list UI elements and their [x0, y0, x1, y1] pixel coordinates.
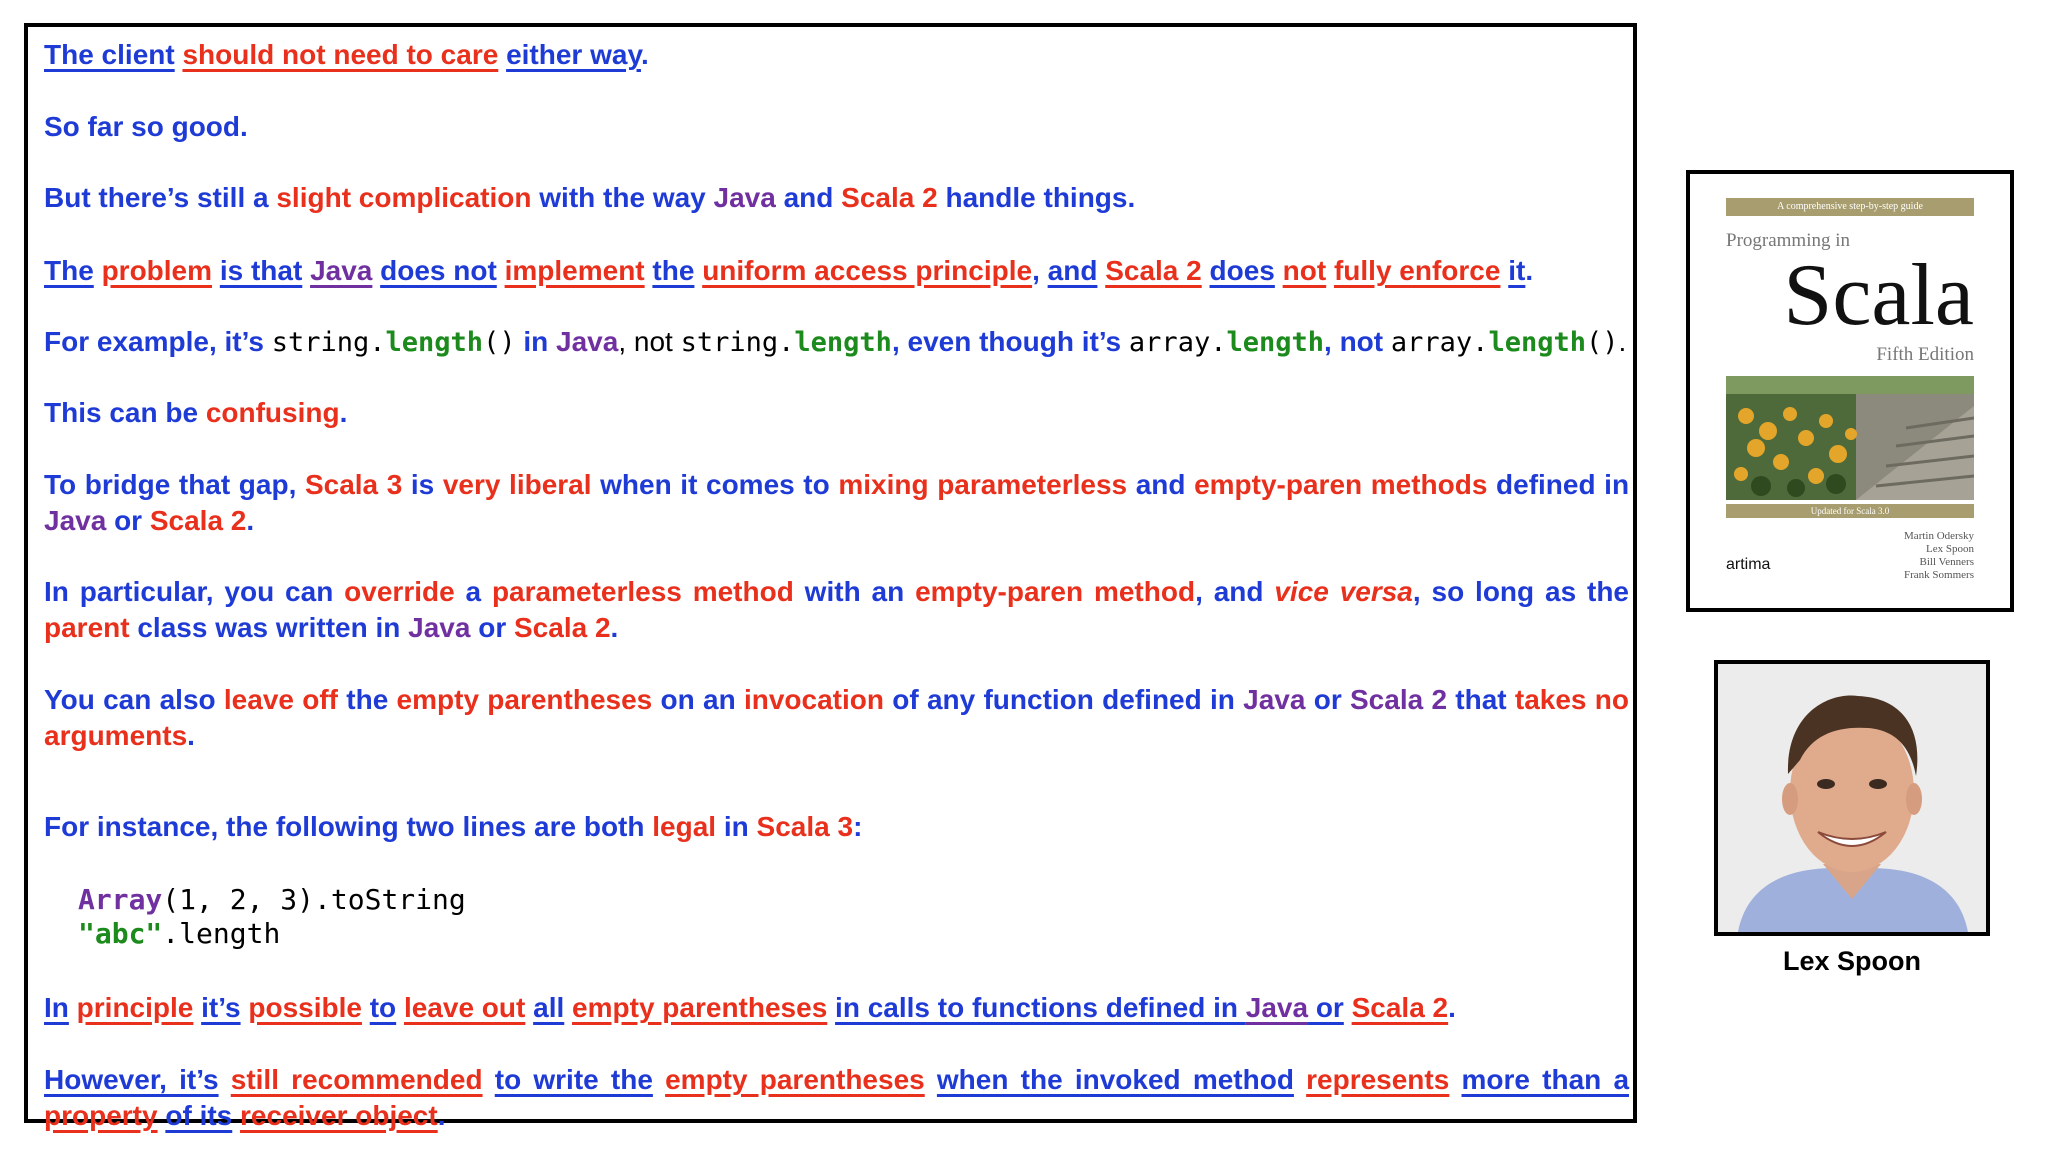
text-span: implement	[504, 255, 645, 286]
text-span: .	[437, 1100, 446, 1131]
text-span: with the way	[531, 182, 714, 213]
text-span: more than a	[1461, 1064, 1630, 1095]
text-span	[362, 992, 370, 1023]
text-span: length	[1488, 327, 1586, 358]
text-span: when it comes to	[591, 469, 839, 500]
text-span: For instance, the following two lines are both	[44, 811, 653, 842]
code-token: .length	[162, 917, 281, 950]
text-span: Java	[44, 505, 107, 536]
text-span: that	[1447, 684, 1515, 715]
book-title: Scala	[1783, 247, 1974, 344]
book-updated-band: Updated for Scala 3.0	[1726, 504, 1974, 518]
text-span: .	[246, 505, 255, 536]
text-span: class was written in	[129, 612, 409, 643]
text-span: in	[515, 326, 557, 357]
code-line-array	[78, 883, 466, 917]
text-span: For example, it’s	[44, 326, 272, 357]
text-span: .	[1525, 255, 1534, 286]
text-span: empty-paren method	[915, 576, 1196, 607]
text-span: with an	[793, 576, 916, 607]
text-span: Java	[1245, 992, 1309, 1023]
text-span	[564, 992, 572, 1023]
text-span: or	[1308, 992, 1344, 1023]
text-span: In	[44, 992, 69, 1023]
text-span: But there’s still a	[44, 182, 277, 213]
text-span: very liberal	[442, 469, 592, 500]
text-span: in	[716, 811, 757, 842]
text-span: mixing	[838, 469, 929, 500]
text-span: string.	[271, 327, 386, 358]
text-span	[827, 992, 835, 1023]
text-span: array.	[1390, 327, 1489, 358]
text-span: or	[470, 612, 514, 643]
text-span: of any function defined in	[883, 684, 1244, 715]
text-span: the	[652, 255, 695, 286]
text-span: parent	[44, 612, 130, 643]
book-cover-content	[1726, 198, 1974, 518]
text-span: takes no arguments	[44, 684, 1629, 751]
text-span: in calls to functions defined in	[835, 992, 1246, 1023]
text-span: array.	[1128, 327, 1227, 358]
text-span: , even though it’s	[891, 326, 1129, 357]
text-span: is that	[219, 255, 303, 286]
text-span: To bridge that gap,	[44, 469, 305, 500]
text-span: Scala 2	[514, 612, 611, 643]
text-span: invocation	[743, 684, 884, 715]
text-span	[483, 1064, 495, 1095]
text-span: Scala 2	[1351, 992, 1449, 1023]
text-span: possible	[248, 992, 362, 1023]
text-span: slight complication	[276, 182, 532, 213]
text-span	[193, 992, 201, 1023]
text-span: legal	[652, 811, 717, 842]
text-span: empty parentheses	[572, 992, 828, 1023]
text-span: it	[1508, 255, 1526, 286]
text-span: does	[1209, 255, 1275, 286]
text-span: Java	[1243, 684, 1306, 715]
paragraph-complication	[44, 180, 1629, 216]
text-span: length	[794, 327, 892, 358]
book-author: Bill Venners	[1919, 556, 1974, 568]
text-span: to write the	[494, 1064, 653, 1095]
paragraph-client	[44, 37, 1629, 73]
text-span	[94, 255, 102, 286]
book-cover-photo	[1726, 376, 1974, 500]
portrait-caption: Lex Spoon	[1782, 946, 1921, 976]
text-span: problem	[101, 255, 213, 286]
text-span: a	[454, 576, 492, 607]
text-span: .	[339, 397, 348, 428]
text-span: principle	[76, 992, 194, 1023]
text-span: , so long as the	[1412, 576, 1629, 607]
text-span: ,	[1032, 255, 1048, 286]
text-span: to	[369, 992, 397, 1023]
code-token: "abc"	[78, 917, 163, 950]
paragraph-confusing	[44, 395, 1629, 431]
code-line-abc	[78, 917, 280, 951]
text-span: Scala 3	[304, 469, 403, 500]
text-span: and	[1127, 469, 1195, 500]
text-span: of its	[165, 1100, 233, 1131]
text-span: confusing	[205, 397, 340, 428]
text-span: parameterless	[937, 469, 1128, 500]
text-span: empty parentheses	[396, 684, 653, 715]
text-span: does not	[380, 255, 497, 286]
text-span	[497, 255, 505, 286]
text-span: handle things.	[937, 182, 1136, 213]
book-edition: Fifth Edition	[1876, 344, 1974, 365]
paragraph-however	[44, 1062, 1629, 1134]
text-span: .	[640, 39, 649, 70]
paragraph-so-far	[44, 109, 1629, 145]
paragraph-leave-off	[44, 682, 1629, 754]
text-span: Java	[713, 182, 776, 213]
text-span: it’s	[201, 992, 241, 1023]
text-span: defined in	[1487, 469, 1630, 500]
text-span: In particular, you can	[44, 576, 345, 607]
text-span: the	[338, 684, 397, 715]
slide-text-panel	[24, 23, 1637, 1131]
text-span	[925, 1064, 937, 1095]
text-span	[372, 255, 380, 286]
code-token: Array	[78, 883, 163, 916]
text-span	[653, 1064, 665, 1095]
text-span: , not	[618, 326, 681, 357]
text-span: :	[853, 811, 863, 842]
text-span: string.	[680, 327, 795, 358]
text-span: is	[402, 469, 443, 500]
text-span: all	[533, 992, 565, 1023]
text-span	[1202, 255, 1210, 286]
text-span: length	[385, 327, 484, 358]
paragraph-example	[44, 324, 1629, 361]
text-span: should not need to care	[182, 39, 499, 70]
text-span	[498, 39, 506, 70]
text-span: .	[187, 720, 195, 751]
text-span: represents	[1306, 1064, 1450, 1095]
author-portrait	[1714, 660, 1990, 936]
text-span: fully enforce	[1333, 255, 1501, 286]
text-span: However, it’s	[44, 1064, 219, 1095]
text-span: Scala 2	[149, 505, 247, 536]
text-span	[219, 1064, 231, 1095]
text-span: receiver object	[240, 1100, 438, 1131]
text-span: .	[610, 612, 619, 643]
book-author: Martin Odersky	[1904, 530, 1974, 542]
text-span: , not	[1324, 326, 1391, 357]
text-span: The client	[44, 39, 175, 70]
text-span: and	[1047, 255, 1098, 286]
code-token: (1, 2, 3).toString	[162, 883, 466, 916]
text-span: vice versa	[1274, 576, 1413, 607]
book-title-prefix: Programming in	[1726, 230, 1851, 251]
paragraph-bridge-gap	[44, 467, 1629, 539]
text-span: Java	[408, 612, 471, 643]
text-span: property	[44, 1100, 158, 1131]
text-span: methods	[1370, 469, 1488, 500]
text-span	[302, 255, 310, 286]
book-publisher: artima	[1726, 556, 1771, 573]
text-span	[1275, 255, 1283, 286]
text-span: not	[1282, 255, 1327, 286]
text-span: length	[1226, 327, 1325, 358]
text-span	[1294, 1064, 1306, 1095]
paragraph-uniform-access	[44, 253, 1629, 289]
text-span: leave off	[223, 684, 338, 715]
text-span: override	[344, 576, 455, 607]
text-span: either way	[506, 39, 641, 70]
text-span: and	[775, 182, 842, 213]
text-span	[69, 992, 77, 1023]
text-span: .	[1448, 992, 1456, 1023]
text-span: empty parentheses	[665, 1064, 925, 1095]
text-span	[1362, 469, 1371, 500]
book-author: Frank Sommers	[1904, 569, 1974, 581]
paragraph-in-principle	[44, 990, 1629, 1026]
book-tagline: A comprehensive step-by-step guide	[1726, 198, 1974, 216]
text-span: uniform access principle	[702, 255, 1033, 286]
book-cover	[1686, 170, 2014, 612]
text-span: Scala 2	[841, 182, 938, 213]
text-span: on an	[652, 684, 744, 715]
text-span	[212, 255, 220, 286]
text-span: This can be	[44, 397, 206, 428]
paragraph-override	[44, 574, 1629, 646]
text-span: Java	[556, 326, 619, 357]
text-span: or	[1305, 684, 1350, 715]
text-span: You can also	[44, 684, 224, 715]
book-author: Lex Spoon	[1926, 543, 1974, 555]
text-span: when the invoked method	[936, 1064, 1294, 1095]
text-span: So far so good.	[44, 111, 248, 142]
text-span: Scala 2	[1105, 255, 1202, 286]
text-span: or	[106, 505, 150, 536]
text-span	[1344, 992, 1352, 1023]
text-span: empty-paren	[1194, 469, 1363, 500]
text-span: ()	[1585, 327, 1619, 358]
paragraph-for-instance	[44, 809, 1629, 845]
text-span: still recommended	[230, 1064, 483, 1095]
text-span: Scala 3	[756, 811, 854, 842]
text-span	[396, 992, 404, 1023]
text-span: The	[44, 255, 94, 286]
text-span: Java	[310, 255, 373, 286]
text-span	[929, 469, 938, 500]
text-span: leave out	[403, 992, 526, 1023]
text-span	[525, 992, 533, 1023]
text-span: , and	[1195, 576, 1275, 607]
text-span: parameterless method	[491, 576, 794, 607]
text-span: Scala 2	[1350, 684, 1448, 715]
text-span: ()	[483, 327, 516, 358]
book-authors	[1904, 530, 1974, 582]
text-span	[232, 1100, 240, 1131]
text-span: .	[1618, 326, 1627, 357]
text-span	[1449, 1064, 1461, 1095]
text-span	[1326, 255, 1334, 286]
